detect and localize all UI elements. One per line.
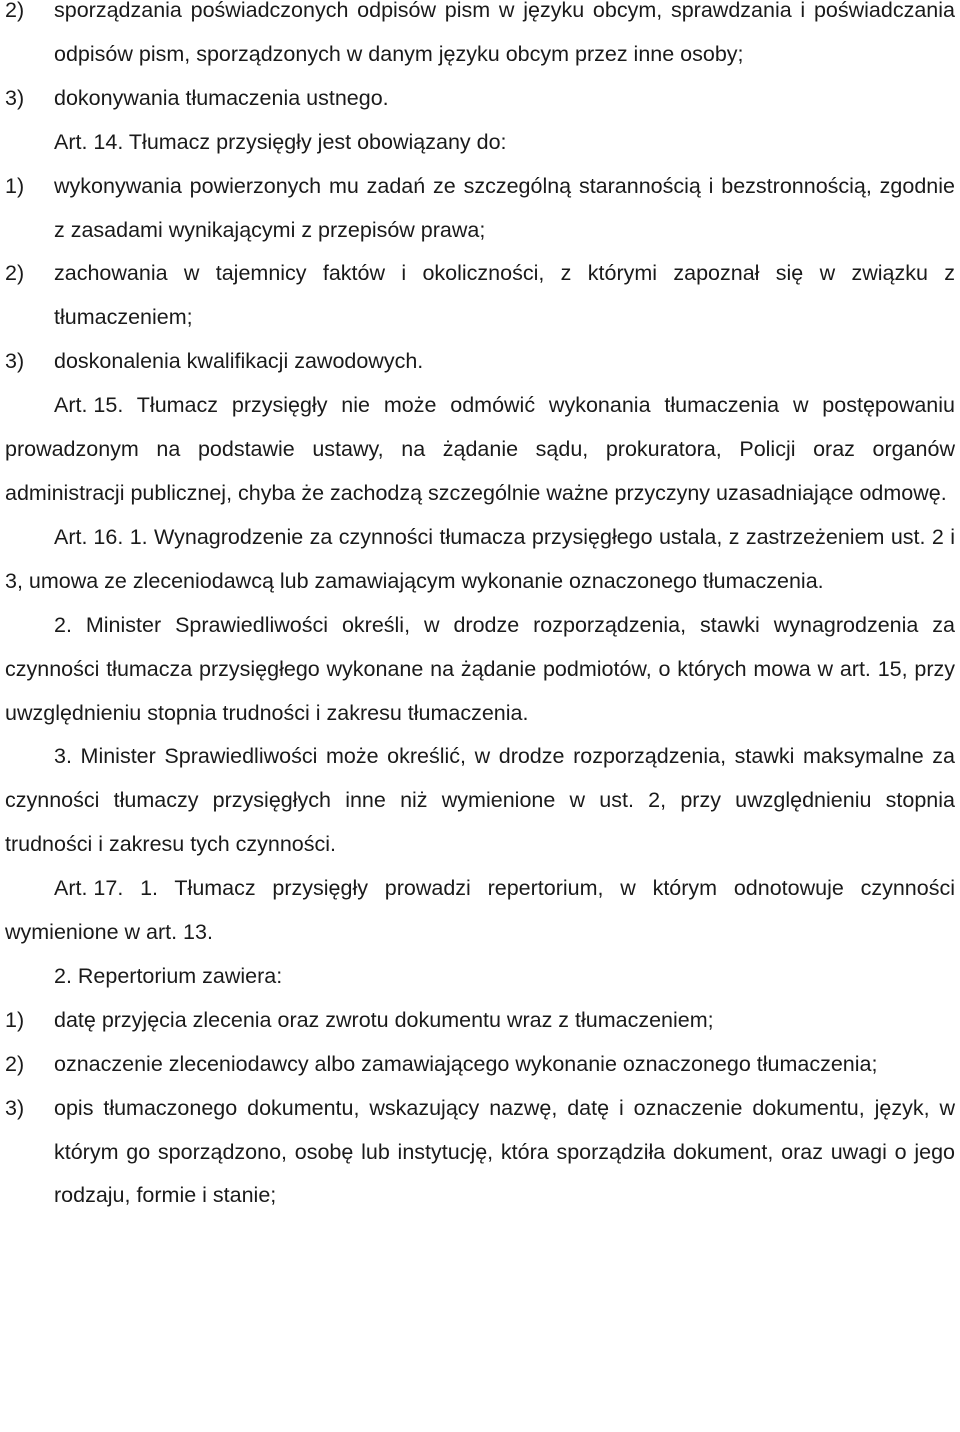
list-item: [5, 77, 955, 121]
item-text: wykonywania powierzonych mu zadań ze szczególną starannością i bezstronnością, zgodnie z zasadami wynikającymi z przepisów prawa;: [54, 173, 955, 242]
item-number: 1): [5, 173, 25, 198]
article-text: 1. Wynagrodzenie za czynności tłumacza przysięgłego ustala, z zastrzeżeniem ust. 2 i 3, umowa ze zleceniodawcą lub zamawiającym wykonanie oznaczonego tłumaczenia.: [5, 524, 955, 593]
item-number: 2): [5, 1051, 25, 1076]
article-14: [5, 121, 955, 165]
article-label: Art. 14.: [54, 129, 124, 154]
item-number: 3): [5, 85, 25, 110]
paragraph: 3. Minister Sprawiedliwości może określić, w drodze rozporządzenia, stawki maksymalne za czynności tłumaczy przysięgłych inne niż wymienione w ust. 2, przy uwzględnieniu stopnia trudności i zakresu tych czynności.: [5, 744, 955, 857]
item-text: dokonywania tłumaczenia ustnego.: [54, 85, 389, 110]
list-item: [5, 1043, 955, 1087]
item-number: 2): [5, 0, 25, 22]
item-text: doskonalenia kwalifikacji zawodowych.: [54, 349, 424, 374]
article-15: [5, 384, 955, 516]
list-item: [5, 1087, 955, 1219]
article-17: [5, 867, 955, 955]
article-16: [5, 516, 955, 604]
item-number: 3): [5, 349, 25, 374]
list-item: [5, 165, 955, 253]
paragraph: 2. Repertorium zawiera:: [54, 963, 283, 988]
document-body: [5, 0, 955, 1218]
item-number: 2): [5, 261, 25, 286]
paragraph: 2. Minister Sprawiedliwości określi, w drodze rozporządzenia, stawki wynagrodzenia za czynności tłumacza przysięgłego wykonane na żądanie podmiotów, o których mowa w art. 15, przy uwzględnieniu stopnia trudności i zakresu tłumaczenia.: [5, 612, 955, 725]
item-text: zachowania w tajemnicy faktów i okoliczności, z którymi zapoznał się w związku z tłumaczeniem;: [54, 261, 955, 330]
article-label: Art. 15.: [54, 393, 124, 418]
article-text: 1. Tłumacz przysięgły prowadzi repertorium, w którym odnotowuje czynności wymienione w art. 13.: [5, 876, 955, 945]
item-text: oznaczenie zleceniodawcy albo zamawiającego wykonanie oznaczonego tłumaczenia;: [54, 1051, 878, 1076]
list-item: [5, 0, 955, 77]
list-item: [5, 340, 955, 384]
item-text: sporządzania poświadczonych odpisów pism w języku obcym, sprawdzania i poświadczania odpisów pism, sporządzonych w danym języku obcym przez inne osoby;: [54, 0, 955, 66]
item-number: 3): [5, 1095, 25, 1120]
article-text: Tłumacz przysięgły jest obowiązany do:: [128, 129, 507, 154]
article-label: Art. 17.: [54, 876, 124, 901]
item-number: 1): [5, 1007, 25, 1032]
article-label: Art. 16.: [54, 524, 124, 549]
item-text: opis tłumaczonego dokumentu, wskazujący nazwę, datę i oznaczenie dokumentu, język, w którym go sporządzono, osobę lub instytucję, która sporządziła dokument, oraz uwagi o jego rodzaju, formie i stanie;: [54, 1095, 955, 1208]
list-item: [5, 999, 955, 1043]
article-text: Tłumacz przysięgły nie może odmówić wykonania tłumaczenia w postępowaniu prowadzonym na podstawie ustawy, na żądanie sądu, prokuratora, Policji oraz organów administracji publicznej, chyba że zachodzą szczególnie ważne przyczyny uzasadniające odmowę.: [5, 393, 955, 505]
item-text: datę przyjęcia zlecenia oraz zwrotu dokumentu wraz z tłumaczeniem;: [54, 1007, 714, 1032]
list-item: [5, 252, 955, 340]
